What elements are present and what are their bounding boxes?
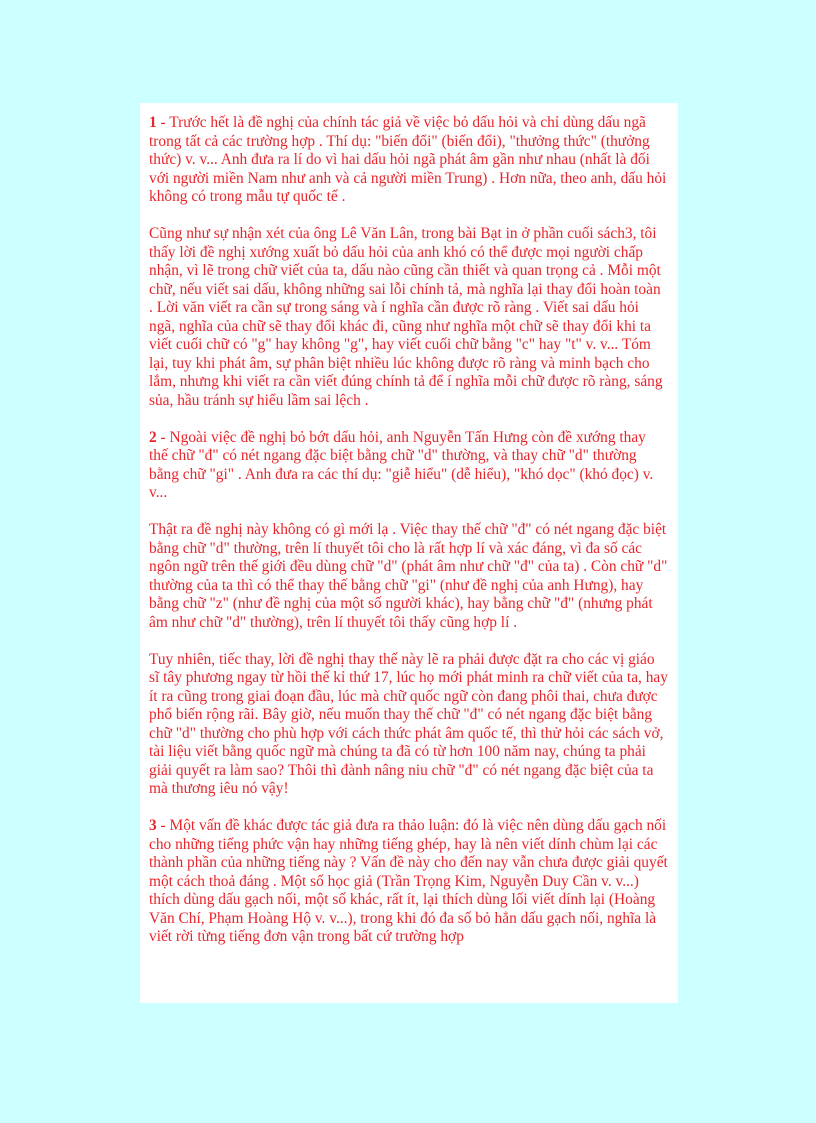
paragraph-1 (149, 114, 668, 207)
paragraph-text: - Trước hết là đề nghị của chính tác giả về việc bỏ dấu hỏi và chỉ dùng dấu ngã trong tất cả các trường hợp . Thí dụ: "biến đổi" (biến đổi), "thưởng thức" (thưởng thức) v. v... Anh đưa ra lí do vì hai dấu hỏi ngã phát âm gần như nhau (nhất là đối với người miền Nam như anh và cả người miền Trung) . Hơn nữa, theo anh, dấu hỏi không có trong mẫu tự quốc tế . (149, 114, 667, 205)
paragraph-6 (149, 817, 668, 947)
section-number-3: 3 (149, 817, 157, 834)
paragraph-5 (149, 651, 668, 799)
paragraph-text: Thật ra đề nghị này không có gì mới lạ . Việc thay thế chữ "đ" có nét ngang đặc biệt bằng chữ "d" thường, trên lí thuyết tôi cho là rất hợp lí và xác đáng, vì đa số các ngôn ngữ trên thế giới đều dùng chữ "d" (phát âm như chữ "đ" của ta) . Còn chữ "d" thường của ta thì có thể thay thế bằng chữ "gi" (như đề nghị của anh Hưng), hay bằng chữ "z" (như đề nghị của một số người khác), hay bằng chữ "đ" (nhưng phát âm như chữ "d" thường), trên lí thuyết tôi thấy cũng hợp lí . (149, 521, 668, 631)
paragraph-text: Cũng như sự nhận xét của ông Lê Văn Lân, trong bài Bạt in ở phần cuối sách3, tôi thấy lời đề nghị xướng xuất bỏ dấu hỏi của anh khó có thể được mọi người chấp nhận, vì lẽ trong chữ viết của ta, dấu nào cũng cần thiết và quan trọng cả . Mỗi một chữ, nếu viết sai dấu, không những sai lỗi chính tả, mà nghĩa lại thay đổi hoàn toàn . Lời văn viết ra cần sự trong sáng và í nghĩa cần được rõ ràng . Viết sai dấu hỏi ngã, nghĩa của chữ sẽ thay đổi khác đi, cũng như nghĩa một chữ sẽ thay đổi khi ta viết cuối chữ có "g" hay không "g", hay viết cuối chữ bằng "c" hay "t" v. v... Tóm lại, tuy khi phát âm, sự phân biệt nhiều lúc không được rõ ràng và minh bạch cho lắm, nhưng khi viết ra cần viết đúng chính tả để í nghĩa mỗi chữ được rõ ràng, sáng sủa, hầu tránh sự hiểu lầm sai lệch . (149, 225, 663, 409)
paragraph-2 (149, 225, 668, 410)
paragraph-4 (149, 521, 668, 632)
section-number-2: 2 (149, 428, 157, 446)
paragraph-text: - Một vấn đề khác được tác giả đưa ra thảo luận: đó là việc nên dùng dấu gạch nối cho những tiếng phức vận hay những tiếng ghép, hay là nên viết dính chùm lại các thành phần của những tiếng này ? Vấn đề này cho đến nay vẫn chưa được giải quyết một cách thoả đáng . Một số học giả (Trần Trọng Kim, Nguyễn Duy Cần v. v...) thích dùng dấu gạch nối, một số khác, rất ít, lại thích dùng lối viết dính lại (Hoàng Văn Chí, Phạm Hoàng Hộ v. v...), trong khi đó đa số bỏ hẳn dấu gạch nối, nghĩa là viết rời từng tiếng đơn vận trong bất cứ trường hợp (149, 817, 668, 945)
paragraph-text: Tuy nhiên, tiếc thay, lời đề nghị thay thế này lẽ ra phải được đặt ra cho các vị giáo sĩ tây phương ngay từ hồi thế kỉ thứ 17, lúc họ mới phát minh ra chữ viết của ta, hay ít ra cũng trong giai đoạn đầu, lúc mà chữ quốc ngữ còn đang phôi thai, chưa được phổ biến rộng rãi. Bây giờ, nếu muốn thay thế chữ "đ" có nét ngang đặc biệt bằng chữ "d" thường cho phù hợp với cách thức phát âm quốc tế, thì thử hỏi các sách vở, tài liệu viết bằng quốc ngữ mà chúng ta đã có từ hơn 100 năm nay, chúng ta phải giải quyết ra làm sao? Thôi thì đành nâng niu chữ "đ" có nét ngang đặc biệt của ta mà thương iêu nó vậy! (149, 650, 668, 797)
document-page (140, 103, 678, 1003)
paragraph-3 (149, 429, 668, 503)
paragraph-text: - Ngoài việc đề nghị bỏ bớt dấu hỏi, anh Nguyễn Tấn Hưng còn đề xướng thay thế chữ "đ" có nét ngang đặc biệt bằng chữ "d" thường, và thay chữ "d" thường bằng chữ "gi" . Anh đưa ra các thí dụ: "giễ hiểu" (dễ hiểu), "khó dọc" (khó đọc) v. v... (149, 428, 654, 501)
section-number-1: 1 (149, 114, 157, 131)
